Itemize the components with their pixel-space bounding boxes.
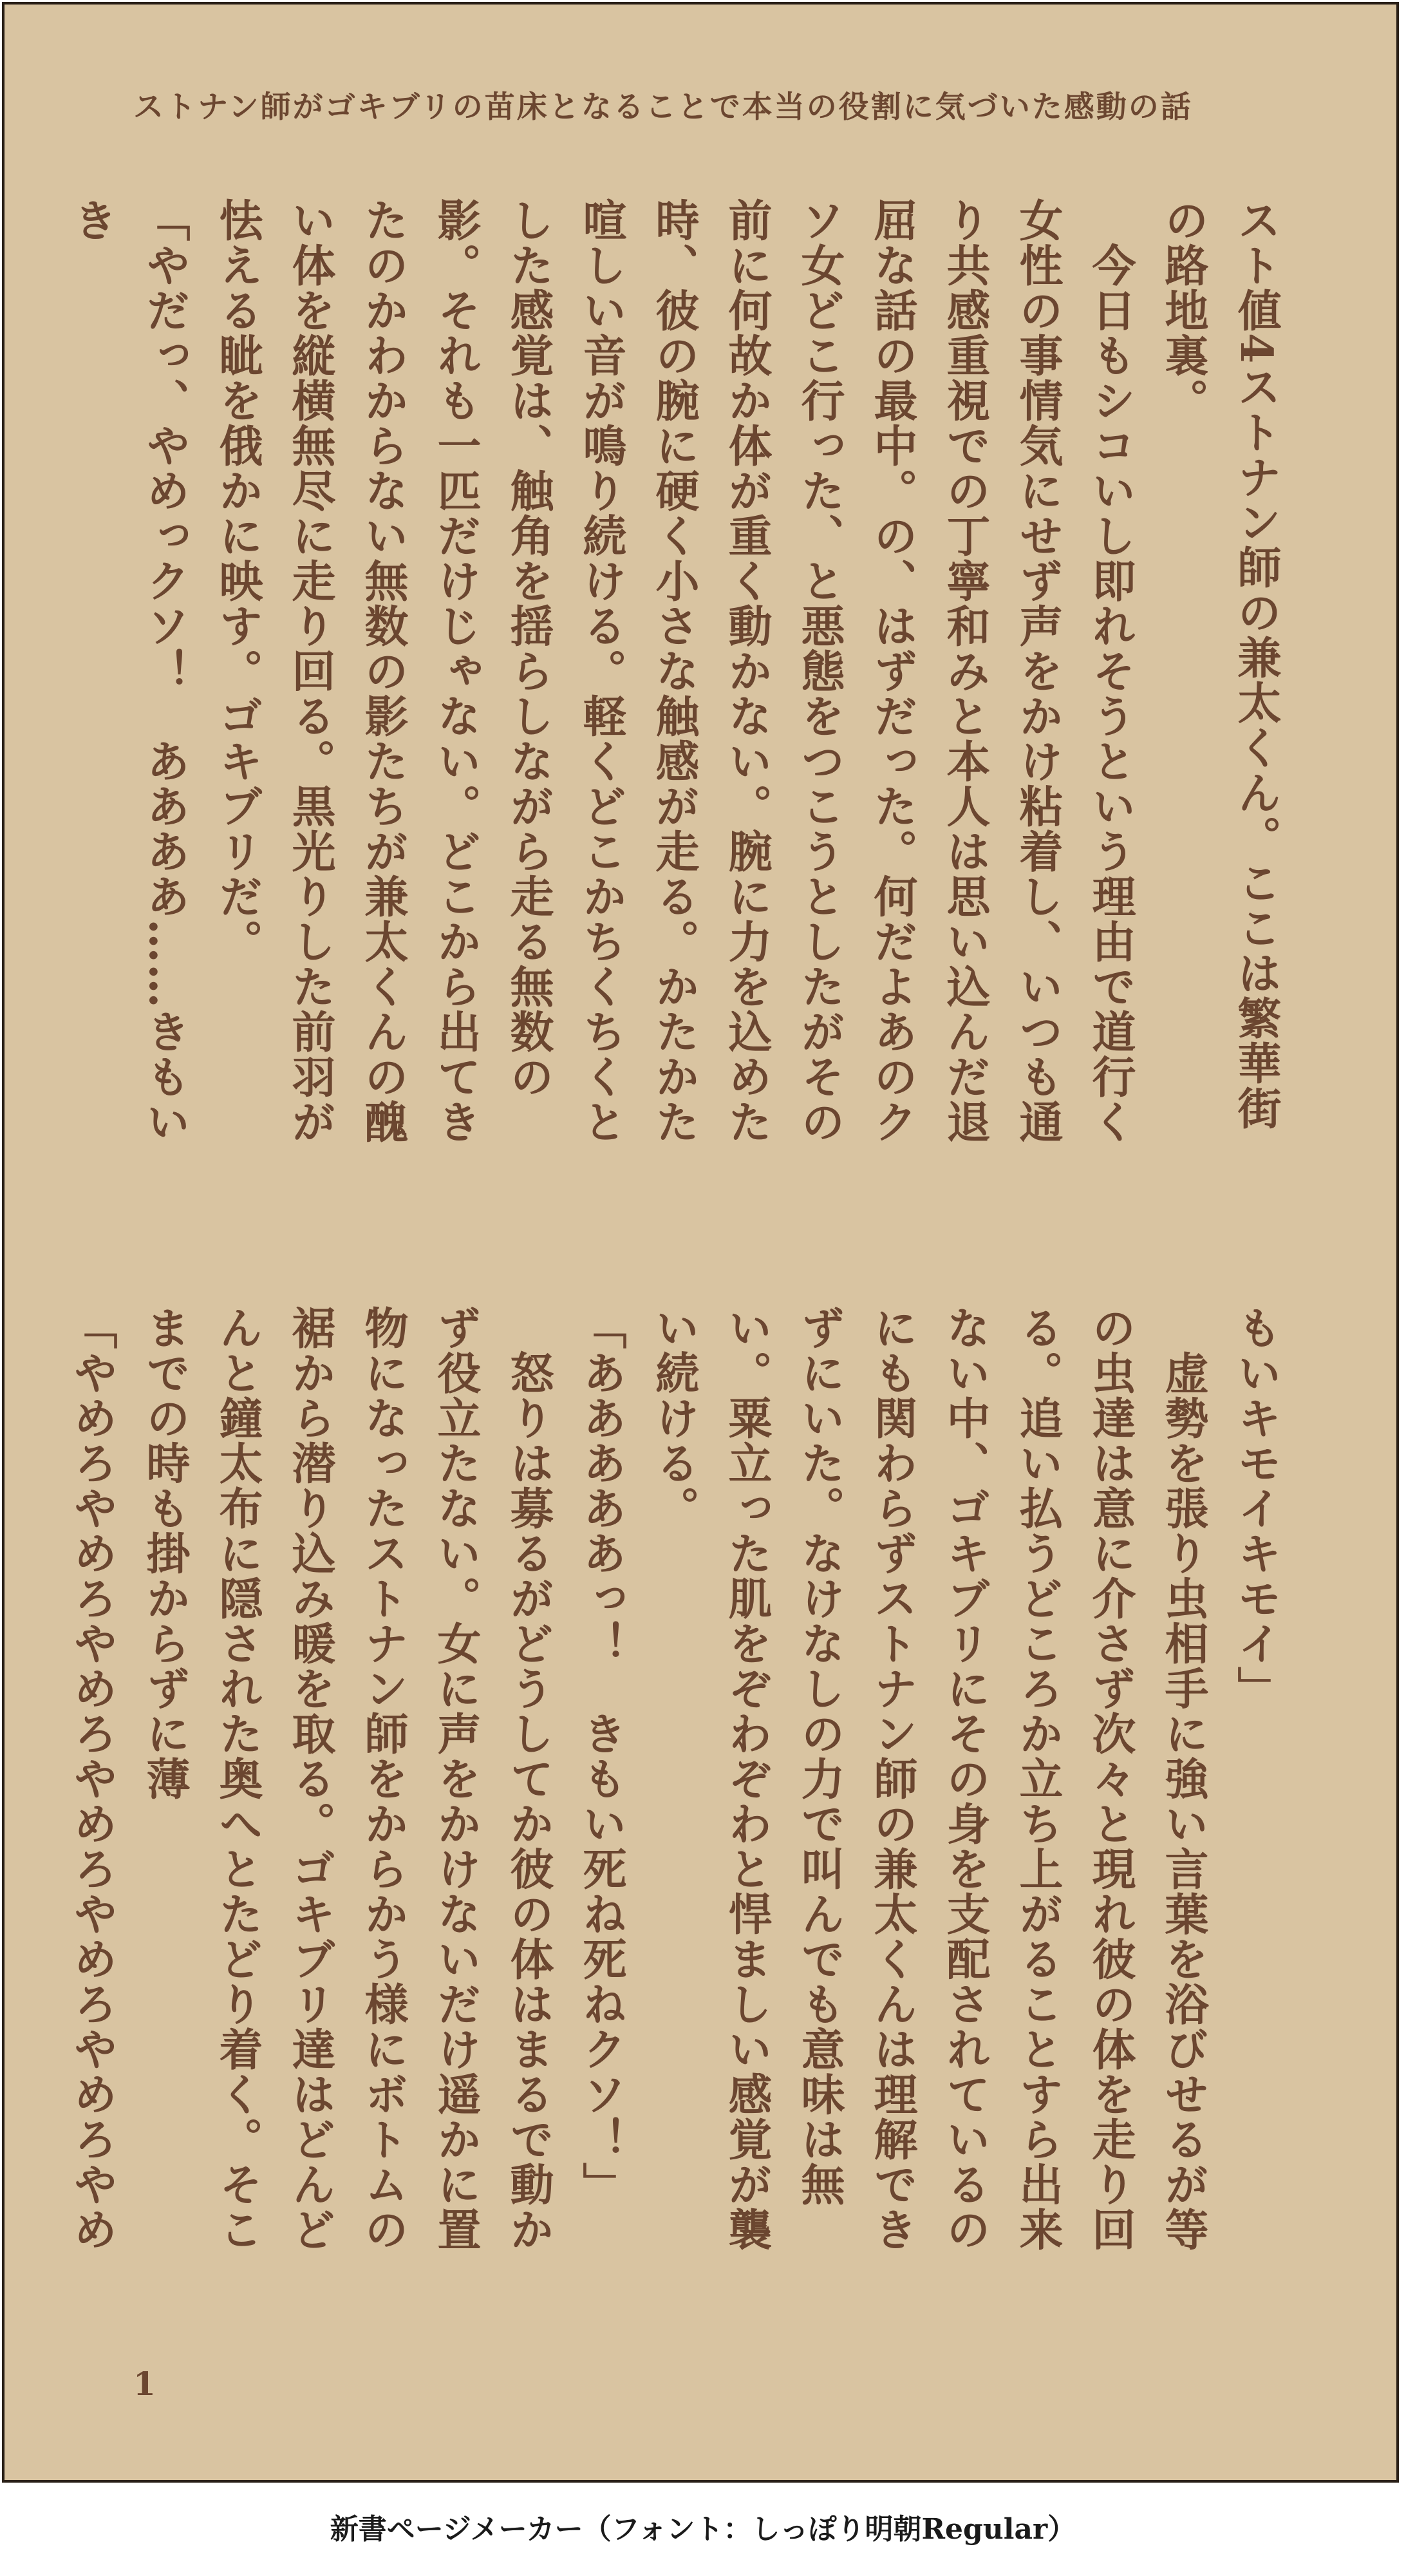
paragraph: 怒りは募るがどうしてか彼の体はまるで動かず役立たない。女に声をかけないだけ遥かに置物になったストナン師をからかう様にボトムの裾から潜り込み暖を取る。ゴキブリ達はどんどんと鐘太布に隠された奥へとたどり着く。そこまでの時も掛からずに薄: [139, 1305, 554, 2252]
text-block-lower: [66, 1305, 1292, 2265]
story-title: ストナン師がゴキブリの苗床となることで本当の役割に気づいた感動の話: [133, 90, 1193, 125]
text-block-upper: [66, 198, 1292, 1157]
footer-credit: 新書ページメーカー（フォント：しっぽり明朝Regular）: [330, 2513, 1076, 2546]
manuscript-page: [2, 2, 1399, 2483]
paragraph: 虚勢を張り虫相手に強い言葉を浴びせるが等の虫達は意に介さず次々と現れ彼の体を走り回る。追い払うどころか立ち上がることすら出来ない中、ゴキブリにその身を支配されているのにも関わらずストナン師の兼太くんは理解できずにいた。なけなしの力で叫んでも意味は無い。粟立った肌をぞわぞわと悍ましい感覚が襲い続ける。: [648, 1305, 1209, 2252]
page-number: 1: [133, 2365, 156, 2403]
paragraph: 「やだっ、やめっクソ！ ああああ……きもいき: [66, 198, 191, 1144]
paragraph: スト値4ストナン師の兼太くん。ここは繁華街の路地裏。: [1158, 198, 1282, 1132]
paragraph: 「あああああっ！ きもい死ね死ねクソ！」: [576, 1305, 627, 2207]
paragraph: もいキモイキモイ」: [1230, 1305, 1282, 1711]
paragraph: 今日もシコいし即れそうという理由で道行く女性の事情気にせず声をかけ粘着し、いつも通り共感重視での丁寧和みと本人は思い込んだ退屈な話の最中。の、はずだった。何だよあのクソ女どこ行った、と悪態をつこうとしたがその前に何故か体が重く動かない。腕に力を込めた時、彼の腕に硬く小さな触感が走る。かたかた喧しい音が鳴り続ける。軽くどこかちくちくとした感覚は、触角を揺らしながら走る無数の影。それも一匹だけじゃない。どこから出てきたのかわからない無数の影たちが兼太くんの醜い体を縦横無尽に走り回る。黒光りした前羽が怯える眦を俄かに映す。ゴキブリだ。: [212, 198, 1136, 1144]
paragraph: 「やめろやめろやめろやめろやめろやめろやめ: [66, 1305, 118, 2252]
